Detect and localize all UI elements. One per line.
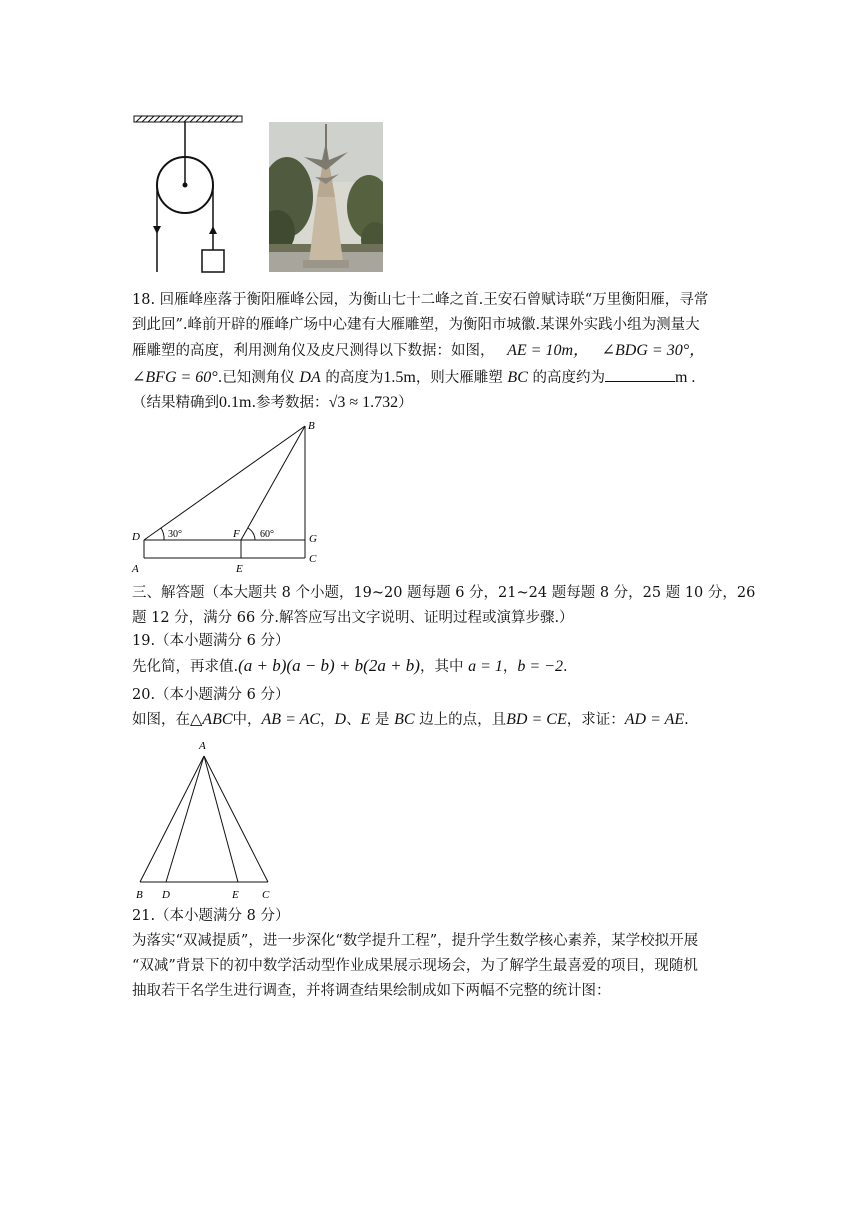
q21-header: 21.（本小题满分 8 分） [132, 908, 290, 924]
statue-photo [269, 122, 383, 272]
label-e: E [236, 563, 243, 575]
q20-body: 如图，在△ABC中，AB = AC，D、E 是 BC 边上的点，且BD = CE，求证：AD = AE. [132, 711, 689, 728]
q19-header: 19.（本小题满分 6 分） [132, 633, 290, 649]
tri-label-a: A [199, 740, 206, 752]
pulley-diagram [128, 112, 248, 277]
q18-line-3-text: 雁雕塑的高度，利用测角仪及皮尺测得以下数据：如图， [132, 343, 495, 359]
q18-reference-value: √3 ≈ 1.732 [328, 394, 399, 411]
q20-header: 20.（本小题满分 6 分） [132, 687, 290, 703]
label-a: A [132, 563, 139, 575]
angle-60-label: 60° [260, 529, 274, 540]
label-f: F [233, 528, 240, 540]
tri-label-e: E [232, 889, 239, 901]
q19-body: 先化简，再求值.(a + b)(a − b) + b(2a + b)，其中 a = 1，b = −2. [132, 656, 568, 675]
q18-line-2: 到此回”.峰前开辟的雁峰广场中心建有大雁雕塑，为衡阳市城徽.某课外实践小组为测量大 [132, 317, 700, 333]
q21-line-2: “双减”背景下的初中数学活动型作业成果展示现场会，为了解学生最喜爱的项目，现随机 [132, 958, 698, 974]
tri-label-b: B [136, 889, 143, 901]
q18-line-1: 18. 回雁峰座落于衡阳雁峰公园，为衡山七十二峰之首.王安石曾赋诗联“万里衡阳雁，寻常 [132, 292, 709, 308]
q18-angle-bfg: ∠BFG = 60° [132, 369, 218, 386]
section3-line-1: 三、解答题（本大题共 8 个小题，19~20 题每题 6 分，21~24 题每题 8 分，25 题 10 分，26 [132, 585, 756, 601]
q20-triangle-figure [128, 734, 288, 904]
label-c: C [309, 553, 317, 565]
label-b: B [308, 420, 315, 432]
q18-angle-bdg: ∠BDG = 30°， [601, 342, 706, 359]
q18-line-4: ∠BFG = 60°.已知测角仪 DA 的高度为1.5m，则大雁雕塑 BC 的高度约为 m . [132, 369, 696, 386]
answer-blank[interactable] [605, 367, 675, 382]
section3-line-2: 题 12 分，满分 66 分.解答应写出文字说明、证明过程或演算步骤.） [132, 610, 574, 626]
tri-label-c: C [262, 889, 270, 901]
label-d: D [132, 531, 140, 543]
q18-geometry-figure [128, 416, 328, 576]
q18-ae-value: AE = 10m， [507, 342, 590, 359]
angle-30-label: 30° [168, 529, 182, 540]
q18-line-5: （结果精确到0.1m.参考数据：√3 ≈ 1.732） [132, 394, 413, 411]
q21-line-3: 抽取若干名学生进行调查，并将调查结果绘制成如下两幅不完整的统计图： [132, 983, 611, 999]
q18-line-3 [132, 341, 705, 361]
q21-line-1: 为落实“双减提质”，进一步深化“数学提升工程”，提升学生数学核心素养，某学校拟开展 [132, 933, 699, 949]
label-g: G [309, 533, 317, 545]
q19-expression: (a + b)(a − b) + b(2a + b) [238, 656, 420, 675]
tri-label-d: D [162, 889, 170, 901]
